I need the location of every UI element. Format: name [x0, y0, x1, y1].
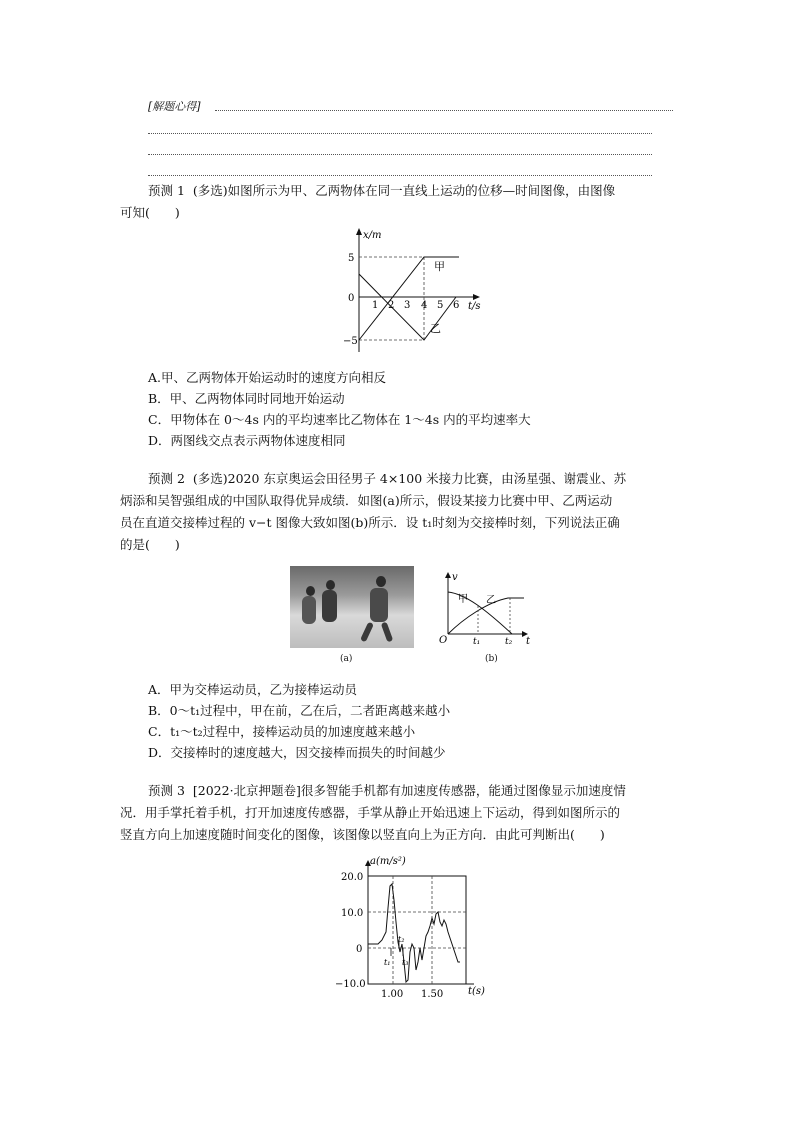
q2-option-d: D．交接棒时的速度越大，因交接棒而损失的时间越少	[148, 745, 446, 760]
q3-ytick-10: 10.0	[341, 908, 364, 919]
q1-label-yi: 乙	[430, 322, 441, 335]
q2-t1: t₁	[473, 637, 481, 647]
q2-vt-graph	[436, 570, 536, 650]
q2-t2: t₂	[505, 637, 513, 647]
q1-option-a: A.甲、乙两物体开始运动时的速度方向相反	[148, 370, 387, 385]
q3-t2: t₂	[398, 935, 405, 944]
q1-xtick-1: 1	[372, 300, 379, 311]
q2-fig-b-caption: (b)	[485, 654, 498, 664]
q2-label-jia: 甲	[458, 594, 468, 605]
q3-accel-curve	[368, 884, 460, 982]
q1-xtick-4: 4	[421, 300, 428, 311]
q1-option-c: C．甲物体在 0～4s 内的平均速率比乙物体在 1～4s 内的平均速率大	[148, 412, 531, 427]
q1-ytick-0: 0	[348, 293, 355, 304]
q1-label-jia: 甲	[434, 260, 445, 273]
q1-ytick-5: 5	[348, 253, 355, 264]
q1-option-d: D．两图线交点表示两物体速度相同	[148, 433, 346, 448]
q3-xtick-150: 1.50	[421, 989, 444, 1000]
q2-option-c: C．t₁～t₂过程中，接棒运动员的加速度越来越小	[148, 724, 416, 739]
q2-fig-a-caption: (a)	[340, 654, 353, 664]
q3-x-label: t(s)	[468, 986, 485, 997]
q3-ytick-neg10: −10.0	[335, 979, 366, 990]
q3-ytick-20: 20.0	[341, 872, 364, 883]
q3-line-1	[148, 780, 626, 802]
q1-xtick-3: 3	[404, 300, 411, 311]
q1-option-b: B．甲、乙两物体同时同地开始运动	[148, 391, 345, 406]
q1-ytick-neg5: −5	[343, 336, 358, 347]
q1-xt-graph	[338, 226, 488, 356]
q2-line-1	[148, 468, 626, 490]
q3-text-2: 况．用手掌托着手机，打开加速度传感器，手掌从静止开始迅速上下运动，得到如图所示的	[120, 805, 621, 820]
q2-origin: O	[439, 635, 448, 646]
notes-line-4	[148, 175, 652, 176]
q2-text-4: 的是( )	[120, 537, 180, 552]
q1-line-1	[148, 180, 615, 202]
notes-line-2	[148, 133, 652, 134]
q2-y-label: v	[452, 572, 458, 583]
q3-xtick-100: 1.00	[381, 989, 404, 1000]
q1-xtick-6: 6	[453, 300, 460, 311]
q3-text-1: [2022·北京押题卷]很多智能手机都有加速度传感器，能通过图像显示加速度情	[192, 783, 626, 798]
q3-at-graph	[334, 852, 494, 1002]
notes-line-1	[215, 110, 673, 111]
q1-label: 预测 1	[148, 183, 185, 198]
q2-option-a: A．甲为交棒运动员，乙为接棒运动员	[148, 682, 358, 697]
q3-y-label: a(m/s²)	[370, 856, 406, 867]
q2-text-2: 炳添和吴智强组成的中国队取得优异成绩．如图(a)所示，假设某接力比赛中甲、乙两运动	[120, 493, 613, 508]
q2-option-b: B．0～t₁过程中，甲在前，乙在后，二者距离越来越小	[148, 703, 451, 718]
q2-label: 预测 2	[148, 471, 185, 486]
notes-line-3	[148, 154, 652, 155]
q3-t1: t₁	[384, 958, 391, 967]
q1-xtick-2: 2	[388, 300, 395, 311]
q2-label-yi: 乙	[486, 595, 496, 606]
q2-text-1: (多选)2020 东京奥运会田径男子 4×100 米接力比赛，由汤星强、谢震业、苏	[192, 471, 627, 486]
q3-label: 预测 3	[148, 783, 185, 798]
q2-text-3: 员在直道交接棒过程的 v−t 图像大致如图(b)所示．设 t₁时刻为交接棒时刻，下列说法正确	[120, 515, 620, 530]
q3-t3: t₃	[402, 958, 409, 967]
q3-text-3: 竖直方向上加速度随时间变化的图像，该图像以竖直向上为正方向．由此可判断出( )	[120, 827, 605, 842]
solution-notes-label: [解题心得]	[148, 100, 201, 113]
q1-y-arrow	[356, 228, 362, 235]
q1-y-label: x/m	[363, 230, 382, 241]
q1-text-1: (多选)如图所示为甲、乙两物体在同一直线上运动的位移—时间图像，由图像	[192, 183, 616, 198]
q2-x-label: t	[526, 636, 531, 647]
q1-x-arrow	[473, 294, 480, 300]
q1-text-2: 可知( )	[120, 205, 180, 220]
q1-x-label: t/s	[468, 301, 481, 312]
q2-relay-photo	[290, 566, 414, 648]
q1-xtick-5: 5	[437, 300, 444, 311]
q3-ytick-0: 0	[356, 944, 363, 955]
